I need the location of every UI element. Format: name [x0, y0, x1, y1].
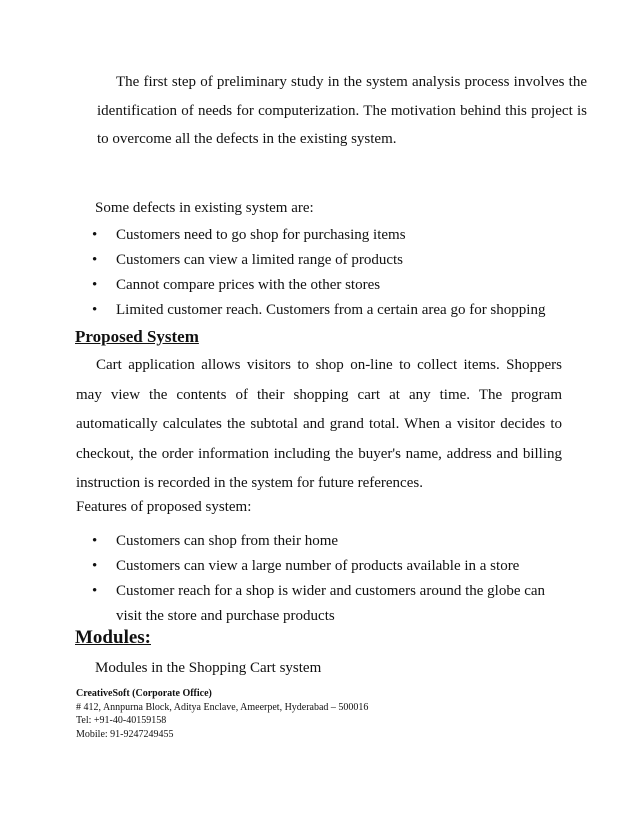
feature-text: Customer reach for a shop is wider and customers around the globe can visit the store and purchase products	[116, 583, 546, 624]
footer	[76, 687, 368, 741]
defect-text: Customers can view a limited range of products	[116, 252, 404, 268]
list-item	[79, 248, 579, 273]
bullet-icon: •	[92, 277, 98, 293]
footer-tel: Tel: +91-40-40159158	[76, 715, 167, 726]
bullet-icon: •	[92, 583, 98, 599]
footer-address: # 412, Annpurna Block, Aditya Enclave, Ameerpet, Hyderabad – 500016	[76, 701, 369, 713]
defect-text: Cannot compare prices with the other stores	[116, 277, 381, 293]
bullet-icon: •	[92, 558, 98, 574]
feature-text: Customers can view a large number of products available in a store	[116, 558, 520, 574]
bullet-icon: •	[92, 302, 98, 318]
defects-title: Some defects in existing system are:	[95, 200, 314, 216]
list-item	[79, 298, 579, 323]
list-item	[79, 529, 569, 554]
feature-text: Customers can shop from their home	[116, 533, 339, 549]
footer-mobile: Mobile: 91-9247249455	[76, 728, 174, 740]
intro-paragraph: The first step of preliminary study in the system analysis process involves the identification of needs for computerization. The motivation behind this project is to overcome all the defects in the existing system.	[97, 74, 587, 147]
defects-list	[79, 223, 579, 323]
features-list	[79, 529, 569, 629]
proposed-system-heading: Proposed System	[75, 327, 199, 346]
footer-company: CreativeSoft (Corporate Office)	[76, 688, 212, 699]
list-item	[79, 273, 579, 298]
list-item	[79, 223, 579, 248]
bullet-icon: •	[92, 252, 98, 268]
proposed-system-paragraph: Cart application allows visitors to shop on-line to collect items. Shoppers may view the contents of their shopping cart at any time. The program automatically calculates the subtotal and grand total. When a visitor decides to checkout, the order information including the buyer's name, address and billing instruction is recorded in the system for future references.	[76, 357, 562, 491]
bullet-icon: •	[92, 227, 98, 243]
modules-subtitle: Modules in the Shopping Cart system	[95, 660, 322, 676]
modules-heading: Modules:	[75, 627, 151, 648]
list-item	[79, 554, 569, 579]
defect-text: Limited customer reach. Customers from a certain area go for shopping	[116, 302, 546, 318]
defect-text: Customers need to go shop for purchasing items	[116, 227, 406, 243]
list-item	[79, 579, 569, 629]
bullet-icon: •	[92, 533, 98, 549]
features-title: Features of proposed system:	[76, 499, 252, 515]
